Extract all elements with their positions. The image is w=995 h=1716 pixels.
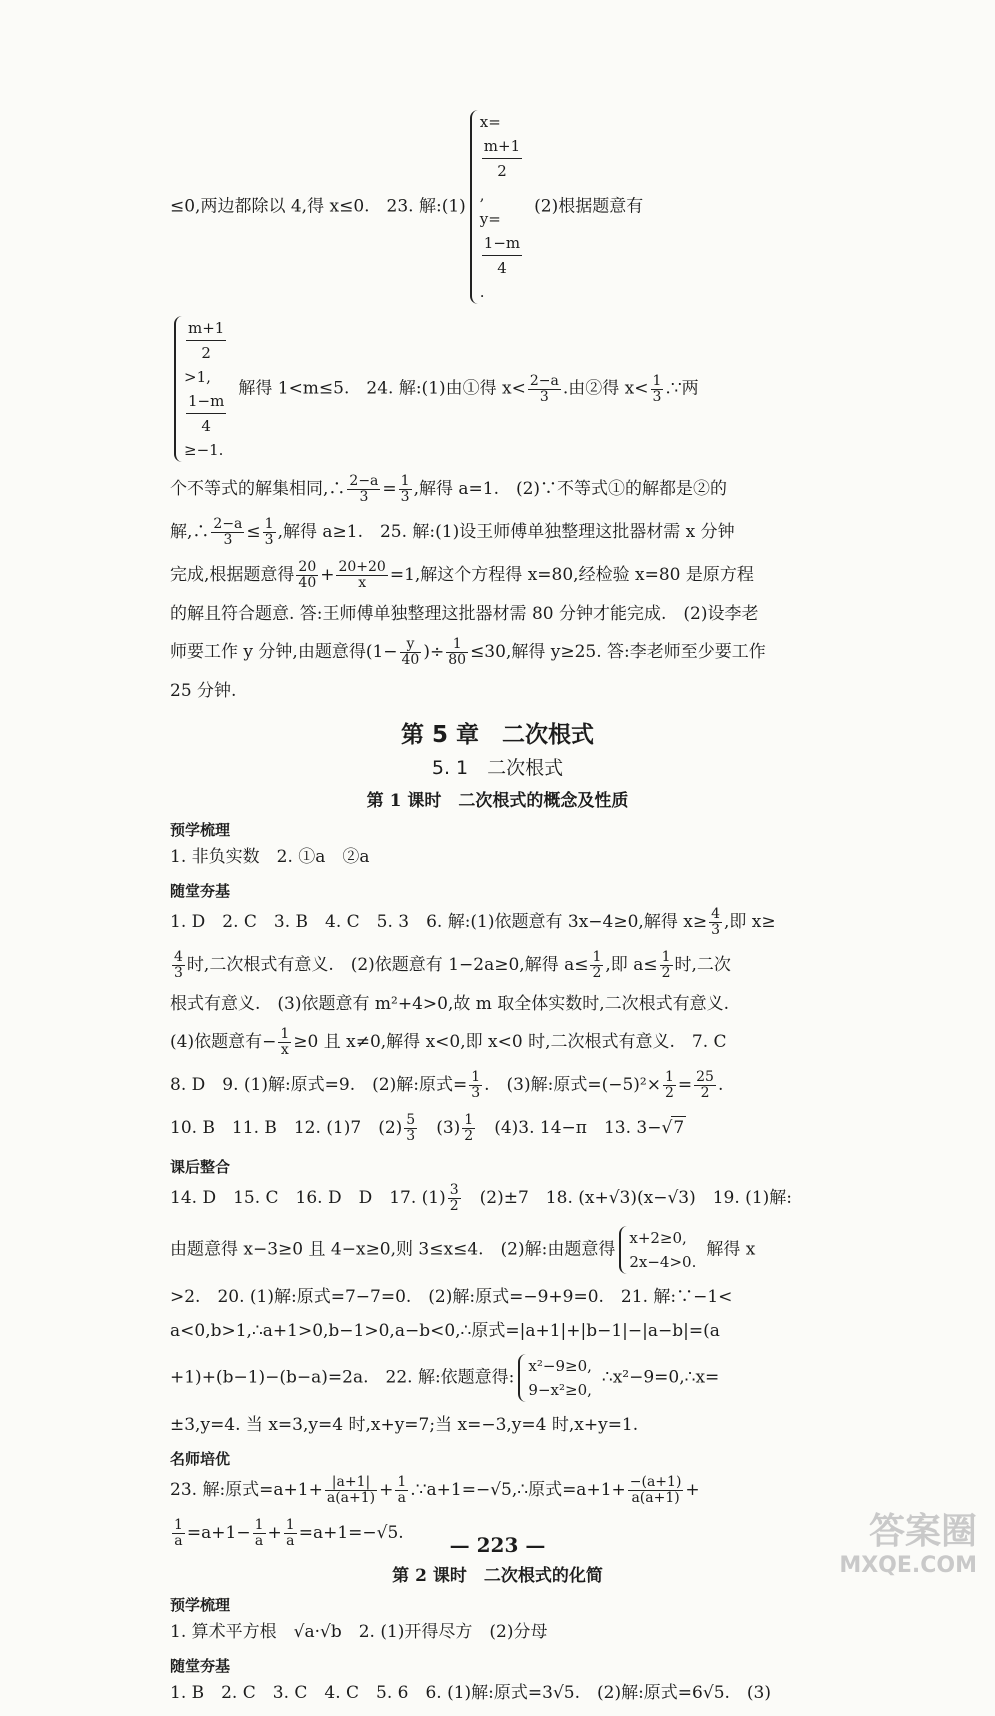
text-line: 师要工作 y 分钟,由题意得(1− $\frac{y}{40}$ )÷ $\frac{1}{80}$ ≤30,解得 y≥25. 答:李老师至少要工作 (170, 636, 766, 668)
text-line: 1. 非负实数 2. ①a ②a (170, 847, 370, 867)
text-line: 根式有意义. (3)依题意有 m²+4>0,故 m 取全体实数时,二次根式有意义. (170, 994, 730, 1014)
text-line: 10. B 11. B 12. (1)7 (2) $\frac{5}{3}$ (3) $\frac{1}{2}$ (4)3. 14−π 13. 3−√7 (170, 1112, 685, 1144)
watermark-top: 答案圈 (868, 1511, 977, 1552)
text-line: 23. 解:原式=a+1+ $\frac{|a+1|}{a(a+1)}$ + $\frac{1}{a}$ .∵a+1=−√5,∴原式=a+1+ $\frac{-(a+1)}{a(a+1)}$ + (170, 1474, 700, 1506)
text-line: 完成,根据题意得 $\frac{20}{40}$ + $\frac{20+20}{x}$ =1,解这个方程得 x=80,经检验 x=80 是原方程 (170, 559, 754, 591)
equation-system: x= m+1 2 , y= 1−m 4 . (470, 110, 530, 304)
text-line: +1)+(b−1)−(b−a)=2a. 22. 解:依题意得: x²−9≥0, 9−x²≥0, ∴x²−9=0,∴x= (170, 1354, 825, 1402)
watermark-logo (777, 1512, 977, 1590)
inequality-system: x+2≥0, 2x−4>0. (619, 1226, 702, 1274)
lesson-title: 第 2 课时 二次根式的化简 (392, 1566, 603, 1586)
subsection-heading: 随堂夯基 (170, 1657, 231, 1675)
text-line: $\frac{1}{a}$ =a+1− $\frac{1}{a}$ + $\frac{1}{a}$ =a+1=−√5. (174, 1517, 404, 1549)
text-line: >2. 20. (1)解:原式=7−7=0. (2)解:原式=−9+9=0. 21. 解:∵−1< (170, 1287, 733, 1307)
text-line: 1. B 2. C 3. C 4. C 5. 6 6. (1)解:原式=3√5. (2)解:原式=6√5. (3) (170, 1683, 771, 1703)
lesson-title: 第 1 课时 二次根式的概念及性质 (366, 791, 629, 811)
text-line: 1. 算术平方根 √a·√b 2. (1)开得尽方 (2)分母 (170, 1622, 548, 1642)
text-line: ±3,y=4. 当 x=3,y=4 时,x+y=7;当 x=−3,y=4 时,x+y=1. (170, 1415, 639, 1435)
inequality-system: m+1 2 >1, 1−m 4 ≥−1. (174, 316, 234, 462)
subsection-heading: 名师培优 (170, 1450, 231, 1468)
subsection-heading: 课后整合 (170, 1158, 231, 1176)
text-line: 14. D 15. C 16. D D 17. (1) $\frac{3}{2}$ (2)±7 18. (x+√3)(x−√3) 19. (1)解: (170, 1182, 792, 1214)
subsection-heading: 预学梳理 (170, 821, 231, 839)
text-line: 8. D 9. (1)解:原式=9. (2)解:原式= $\frac{1}{3}$ . (3)解:原式=(−5)²× $\frac{1}{2}$ = $\frac{25}{2}$ . (170, 1069, 724, 1101)
text-line: (4)依题意有− $\frac{1}{x}$ ≥0 且 x≠0,解得 x<0,即 x<0 时,二次根式有意义. 7. C (170, 1026, 727, 1058)
text-line: ≤0,两边都除以 4,得 x≤0. 23. 解:(1) x= m+1 2 , y= 1−m 4 . (2)根据题意有 (170, 110, 825, 304)
text-line: 解,∴ $\frac{2-a}{3}$ ≤ $\frac{1}{3}$ ,解得 a≥1. 25. 解:(1)设王师傅单独整理这批器材需 x 分钟 (170, 516, 735, 548)
chapter-title: 第 5 章 二次根式 (400, 722, 595, 748)
text-line: 由题意得 x−3≥0 且 4−x≥0,则 3≤x≤4. (2)解:由题意得 x+2≥0, 2x−4>0. 解得 x (170, 1226, 825, 1274)
watermark-bottom: MXQE.COM (839, 1553, 977, 1578)
section-title: 5. 1 二次根式 (431, 757, 564, 779)
text-line: m+1 2 >1, 1−m 4 ≥−1. 解得 1<m≤5. 24. 解:(1)由①得 x< $\frac{2-a}{3}$ .由②得 x< $\frac{1}{3}$ .∵两 (170, 316, 825, 462)
inequality-system: x²−9≥0, 9−x²≥0, (518, 1354, 597, 1402)
text-line: $\frac{4}{3}$ 时,二次根式有意义. (2)依题意有 1−2a≥0,解得 a≤ $\frac{1}{2}$ ,即 a≤ $\frac{1}{2}$ 时,二次 (174, 949, 731, 981)
text-line: 25 分钟. (170, 681, 237, 701)
text-line: a<0,b>1,∴a+1>0,b−1>0,a−b<0,∴原式=|a+1|+|b−1|−|a−b|=(a (170, 1321, 720, 1341)
answer-page (170, 110, 825, 1716)
text-line: 个不等式的解集相同,∴ $\frac{2-a}{3}$ = $\frac{1}{3}$ ,解得 a=1. (2)∵不等式①的解都是②的 (170, 473, 728, 505)
page-number: — 223 — (449, 1533, 546, 1557)
subsection-heading: 预学梳理 (170, 1596, 231, 1614)
text-line: 的解且符合题意. 答:王师傅单独整理这批器材需 80 分钟才能完成. (2)设李老 (170, 604, 759, 624)
text-line: 1. D 2. C 3. B 4. C 5. 3 6. 解:(1)依题意有 3x−4≥0,解得 x≥ $\frac{4}{3}$ ,即 x≥ (170, 906, 776, 938)
subsection-heading: 随堂夯基 (170, 882, 231, 900)
